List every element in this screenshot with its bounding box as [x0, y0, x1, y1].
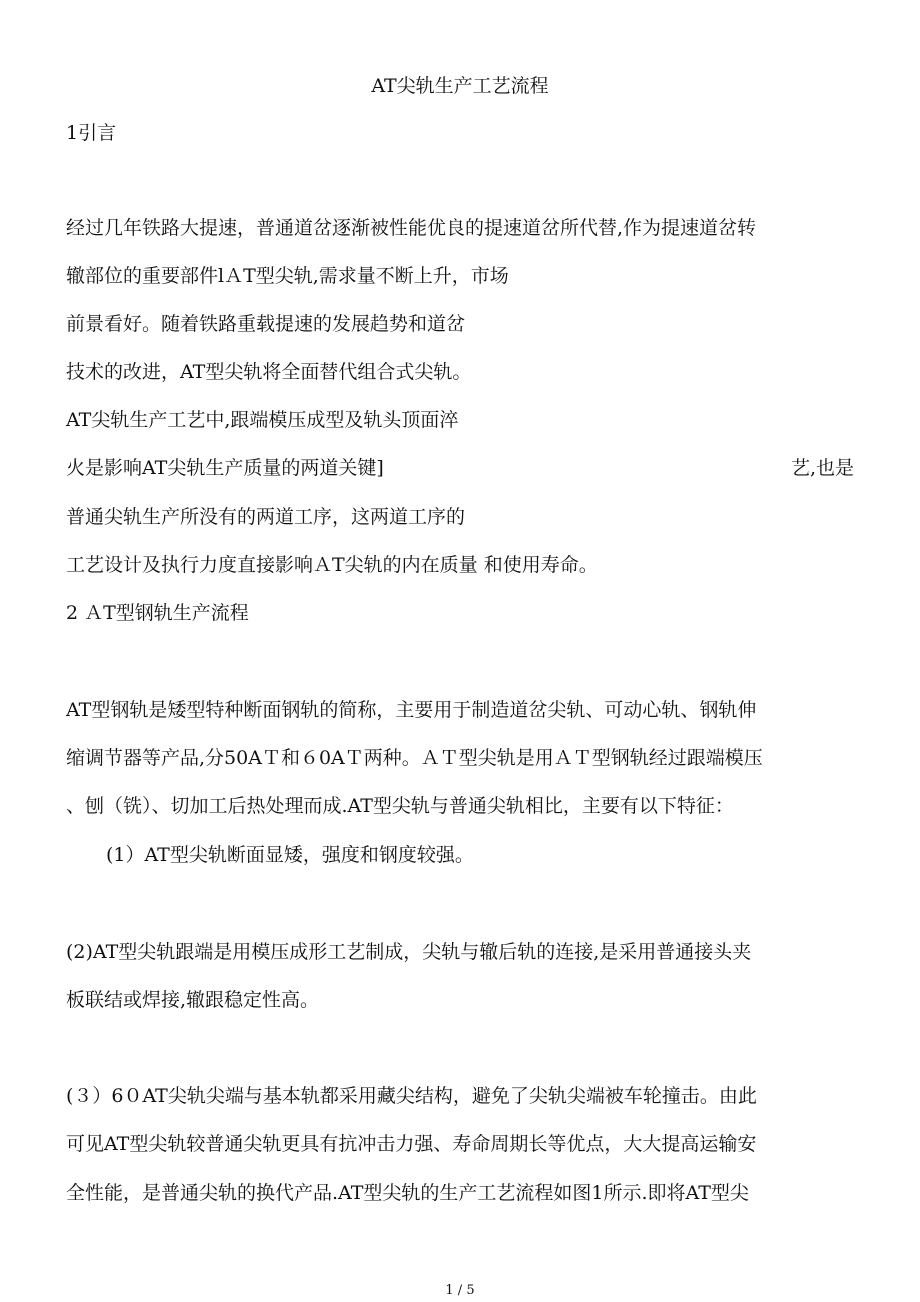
section-1-heading: 1引言	[66, 122, 117, 144]
text-line: 前景看好。随着铁路重载提速的发展趋势和道岔	[66, 313, 466, 335]
text-line: 缩调节器等产品,分50AＴ和６0AＴ两种。ＡＴ型尖轨是用ＡＴ型钢轨经过跟端模压	[66, 747, 763, 769]
text-line: 板联结或焊接,辙跟稳定性高。	[66, 989, 320, 1011]
text-line: AT型钢轨是矮型特种断面钢轨的简称，主要用于制造道岔尖轨、可动心轨、钢轨伸	[66, 699, 757, 721]
text-line: 辙部位的重要部件lＡT型尖轨,需求量不断上升，市场	[66, 265, 509, 287]
text-line: 工艺设计及执行力度直接影响ＡT尖轨的内在质量 和使用寿命。	[66, 554, 598, 576]
text-line: 火是影响AT尖轨生产质量的两道关键]	[66, 457, 384, 479]
document-title: AT尖轨生产工艺流程	[371, 75, 549, 97]
text-line: (2)AT型尖轨跟端是用模压成形工艺制成，尖轨与辙后轨的连接,是采用普通接头夹	[66, 941, 752, 963]
feature-1: (1）AT型尖轨断面显矮，强度和钢度较强。	[106, 844, 474, 866]
text-line: AT尖轨生产工艺中,跟端模压成型及轨头顶面淬	[66, 409, 459, 431]
section-2-heading: 2 ＡT型钢轨生产流程	[66, 602, 249, 624]
page-number: 1 / 5	[445, 1283, 475, 1298]
text-line: 、刨（铣）、切加工后热处理而成.AT型尖轨与普通尖轨相比，主要有以下特征：	[66, 795, 734, 817]
text-fragment-right: 艺,也是	[790, 457, 854, 479]
text-line: 普通尖轨生产所没有的两道工序，这两道工序的	[66, 506, 466, 528]
text-line: 全性能，是普通尖轨的换代产品.AT型尖轨的生产工艺流程如图1所示.即将AT型尖	[66, 1182, 749, 1204]
text-line: 可见AT型尖轨较普通尖轨更具有抗冲击力强、寿命周期长等优点，大大提高运输安	[66, 1133, 757, 1155]
text-line: (３）6０AT尖轨尖端与基本轨都采用藏尖结构，避免了尖轨尖端被车轮撞击。由此	[66, 1085, 757, 1107]
text-line: 技术的改进，AT型尖轨将全面替代组合式尖轨。	[66, 361, 472, 383]
text-line: 经过几年铁路大提速，普通道岔逐渐被性能优良的提速道岔所代替,作为提速道岔转	[66, 217, 757, 239]
